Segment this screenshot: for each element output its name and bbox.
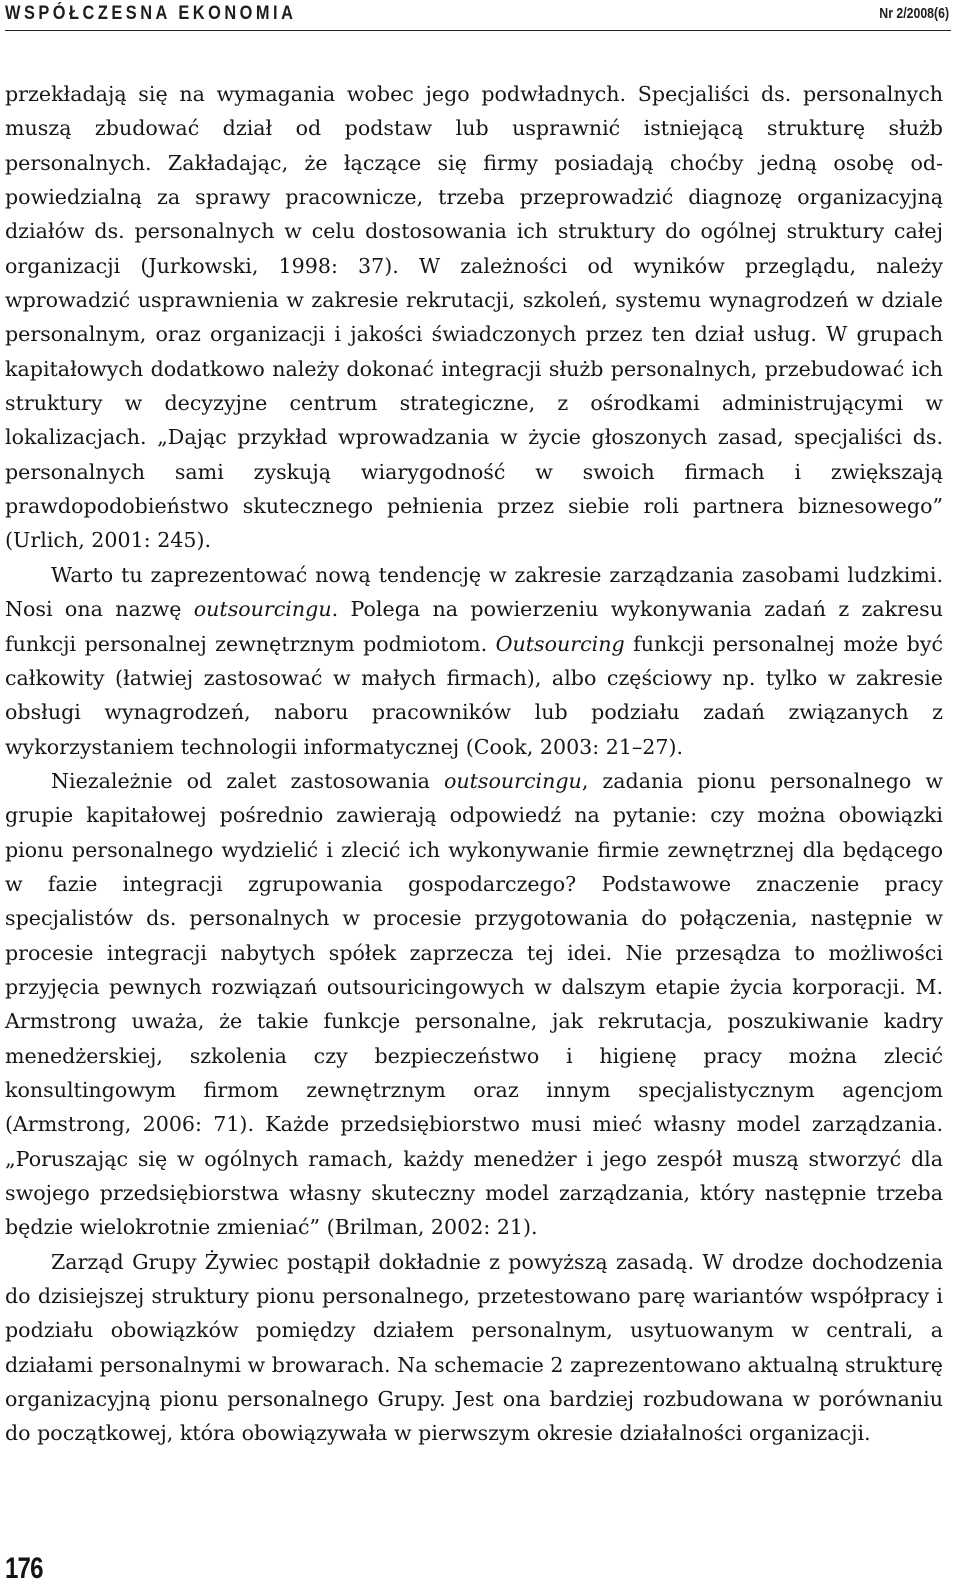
- page-number: 176: [5, 1552, 43, 1585]
- paragraph: [5, 1245, 943, 1451]
- paragraph: [5, 77, 943, 558]
- running-header: [5, 0, 951, 31]
- paragraph: [5, 764, 943, 1245]
- italic-term: Outsourcing: [495, 631, 625, 656]
- paragraph: [5, 558, 943, 764]
- paragraph-text: . Polega na powierzeniu wykonywania zadań z zakresu funkcji personalnej zewnętrznym podmiotom.: [5, 597, 943, 656]
- article-body: [5, 77, 943, 1451]
- paragraph-text: , zadania pionu personalnego w grupie kapitałowej pośrednio zawierają odpowiedź na pytanie: czy można obowiązki pionu personalnego wydzielić i zlecić ich wykonywanie firmie zewnętrznej dla będącego w fazie integracji zgrupowania gospodarczego? Podstawowe znaczenie pracy specjalistów ds. personalnych w procesie przygotowania do połączenia, następnie w procesie integracji nabytych spółek zaprzecza tej idei. Nie przesądza to możliwości przyjęcia pewnych rozwiązań outsouricingowych w dalszym etapie życia korporacji. M. Armstrong uważa, że takie funkcje personalne, jak rekrutacja, poszukiwanie kadry menedżerskiej, szkolenia czy bezpieczeństwo i higienę pracy można zlecić konsultingowym firmom zewnętrznym oraz innym specjalistycznym agencjom (Armstrong, 2006: 71). Każde przedsiębiorstwo musi mieć własny model zarządzania. „Poruszając się w ogólnych ramach, każdy menedżer i jego zespół muszą stworzyć dla swojego przedsiębiorstwa własny skuteczny model zarządzania, który następnie trzeba będzie wielokrotnie zmieniać” (Brilman, 2002: 21).: [5, 768, 943, 1240]
- paragraph-text: Warto tu zaprezentować nową tendencję w zakresie zarządzania zasobami ludzkimi. Nosi ona nazwę: [5, 562, 943, 622]
- journal-name: WSPÓŁCZESNA EKONOMIA: [5, 3, 297, 24]
- italic-term: outsourcingu: [443, 768, 582, 793]
- paragraph-text: funkcji personalnej może być całkowity (łatwiej zastosować w małych firmach), albo częściowy np. tylko w zakresie obsługi wynagrodzeń, naboru pracowników lub podziału zadań związanych z wykorzystaniem technologii informatycznej (Cook, 2003: 21–27).: [5, 631, 944, 759]
- paragraph-text: Zarząd Grupy Żywiec postąpił dokładnie z powyższą zasadą. W drodze dochodzenia do dzisiejszej struktury pionu personalnego, przetestowano parę wariantów współpracy i podziału obowiązków pomiędzy działem personalnym, usytuowanym w centrali, a działami personalnymi w browarach. Na schemacie 2 zaprezentowano aktualną strukturę organizacyjną pionu personalnego Grupy. Jest ona bardziej rozbudowana w porównaniu do początkowej, która obowiązywała w pierwszym okresie działalności organizacji.: [5, 1249, 943, 1446]
- paragraph-text: przekładają się na wymagania wobec jego podwładnych. Specjaliści ds. personalnych muszą zbudować dział od podstaw lub usprawnić istniejącą strukturę służb personalnych. Zakładając, że łączące się firmy posiadają choćby jedną osobę odpowiedzialną za sprawy pracownicze, trzeba przeprowadzić diagnozę organizacyjną działów ds. personalnych w celu dostosowania ich struktury do ogólnej struktury całej organizacji (Jurkowski, 1998: 37). W zależności od wyników przeglądu, należy wprowadzić usprawnienia w zakresie rekrutacji, szkoleń, systemu wynagrodzeń w dziale personalnym, oraz organizacji i jakości świadczonych przez ten dział usług. W grupach kapitałowych dodatkowo należy dokonać integracji służb personalnych, przebudować ich struktury w decyzyjne centrum strategiczne, z ośrodkami administrującymi w lokalizacjach. „Dając przykład wprowadzania w życie głoszonych zasad, specjaliści ds. personalnych sami zyskują wiarygodność w swoich firmach i zwiększają prawdopodobieństwo skutecznego pełnienia przez siebie roli partnera biznesowego” (Urlich, 2001: 245).: [5, 82, 943, 553]
- paragraph-text: Niezależnie od zalet zastosowania: [51, 768, 444, 793]
- italic-term: outsourcingu: [193, 597, 332, 622]
- issue-number: Nr 2/2008(6): [879, 5, 949, 22]
